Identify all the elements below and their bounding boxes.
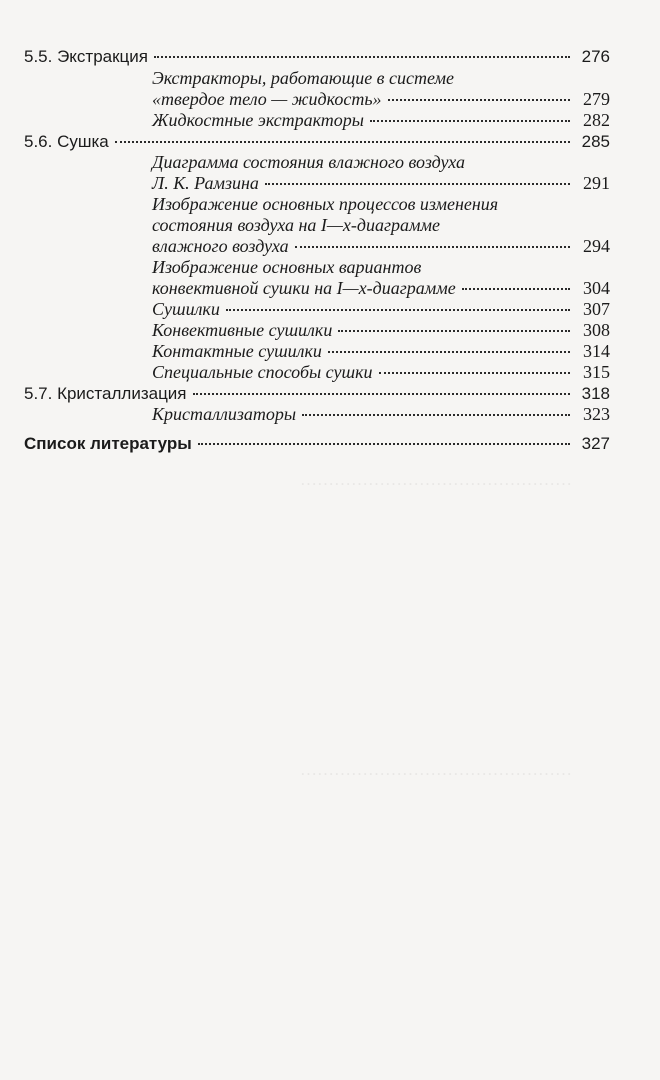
toc-entry-title: «твердое тело — жидкость»: [152, 89, 382, 109]
toc-entry-extractors-line1: Экстракторы, работающие в системе: [152, 68, 454, 88]
toc-entry-page: 327: [581, 434, 610, 453]
toc-entry-page: 285: [581, 132, 610, 151]
toc-entry-page: 291: [583, 173, 610, 193]
toc-entry-crystallizers: [24, 404, 610, 425]
toc-entry-page: 276: [581, 47, 610, 66]
dot-leader: [226, 309, 570, 311]
toc-entry-page: 304: [583, 278, 610, 298]
toc-entry-variants-line1: Изображение основных вариантов: [152, 257, 422, 277]
toc-entry-5-7: [24, 383, 610, 404]
toc-entry-processes: [24, 236, 610, 257]
toc-entry-extractors: [24, 89, 610, 110]
dot-leader: [388, 99, 570, 101]
dot-leader: [193, 393, 570, 395]
toc-entry-title: Кристаллизаторы: [152, 404, 297, 424]
toc-entry-page: 282: [583, 110, 610, 130]
dot-leader: [379, 372, 570, 374]
toc-entry-processes-line1: Изображение основных процессов изменения: [152, 194, 499, 214]
dot-leader: [265, 183, 570, 185]
toc-entry-processes-line2: состояния воздуха на I—x-диаграмме: [152, 215, 440, 235]
toc-entry-page: 294: [583, 236, 610, 256]
toc-entry-title: 5.5. Экстракция: [24, 47, 148, 66]
toc-entry-page: 314: [583, 341, 610, 361]
dot-leader: [302, 414, 570, 416]
toc-entry-diagram: [24, 173, 610, 194]
toc-entry-page: 318: [581, 384, 610, 403]
toc-entry-title: Сушилки: [152, 299, 220, 319]
toc-entry-title: 5.6. Сушка: [24, 132, 109, 151]
toc-entry-contact-dryers: [24, 341, 610, 362]
dot-leader: [115, 141, 570, 143]
toc-entry-page: 308: [583, 320, 610, 340]
toc-entry-title: Конвективные сушилки: [152, 320, 333, 340]
dot-leader: [462, 288, 570, 290]
toc-entry-special-drying: [24, 362, 610, 383]
dot-leader: [154, 56, 570, 58]
toc-entry-title: Контактные сушилки: [152, 341, 322, 361]
toc-entry-title: 5.7. Кристаллизация: [24, 384, 187, 403]
dot-leader: [328, 351, 570, 353]
toc-entry-page: 279: [583, 89, 610, 109]
toc-entry-literature: [24, 433, 610, 454]
toc-entry-title: конвективной сушки на I—x-диаграмме: [152, 278, 456, 298]
toc-entry-liquid-extractors: [24, 110, 610, 131]
dot-leader: [198, 443, 570, 445]
dot-leader: [338, 330, 570, 332]
toc-entry-page: 307: [583, 299, 610, 319]
toc-entry-variants: [24, 278, 610, 299]
toc-entry-5-6: [24, 131, 610, 152]
toc-entry-convective-dryers: [24, 320, 610, 341]
toc-entry-5-5: [24, 46, 610, 67]
toc-entry-dryers: [24, 299, 610, 320]
toc-entry-title: Специальные способы сушки: [152, 362, 373, 382]
toc-entry-title: Л. К. Рамзина: [152, 173, 259, 193]
toc-entry-page: 323: [583, 404, 610, 424]
toc-entry-title: Жидкостные экстракторы: [152, 110, 364, 130]
show-through-text: …………………………………………: [300, 470, 572, 489]
toc-entry-title: Список литературы: [24, 434, 192, 453]
dot-leader: [370, 120, 570, 122]
toc-entry-diagram-line1: Диаграмма состояния влажного воздуха: [152, 152, 465, 172]
show-through-text: …………………………………………: [300, 760, 572, 779]
dot-leader: [295, 246, 570, 248]
toc-entry-title: влажного воздуха: [152, 236, 289, 256]
toc-entry-page: 315: [583, 362, 610, 382]
table-of-contents: [24, 40, 610, 454]
